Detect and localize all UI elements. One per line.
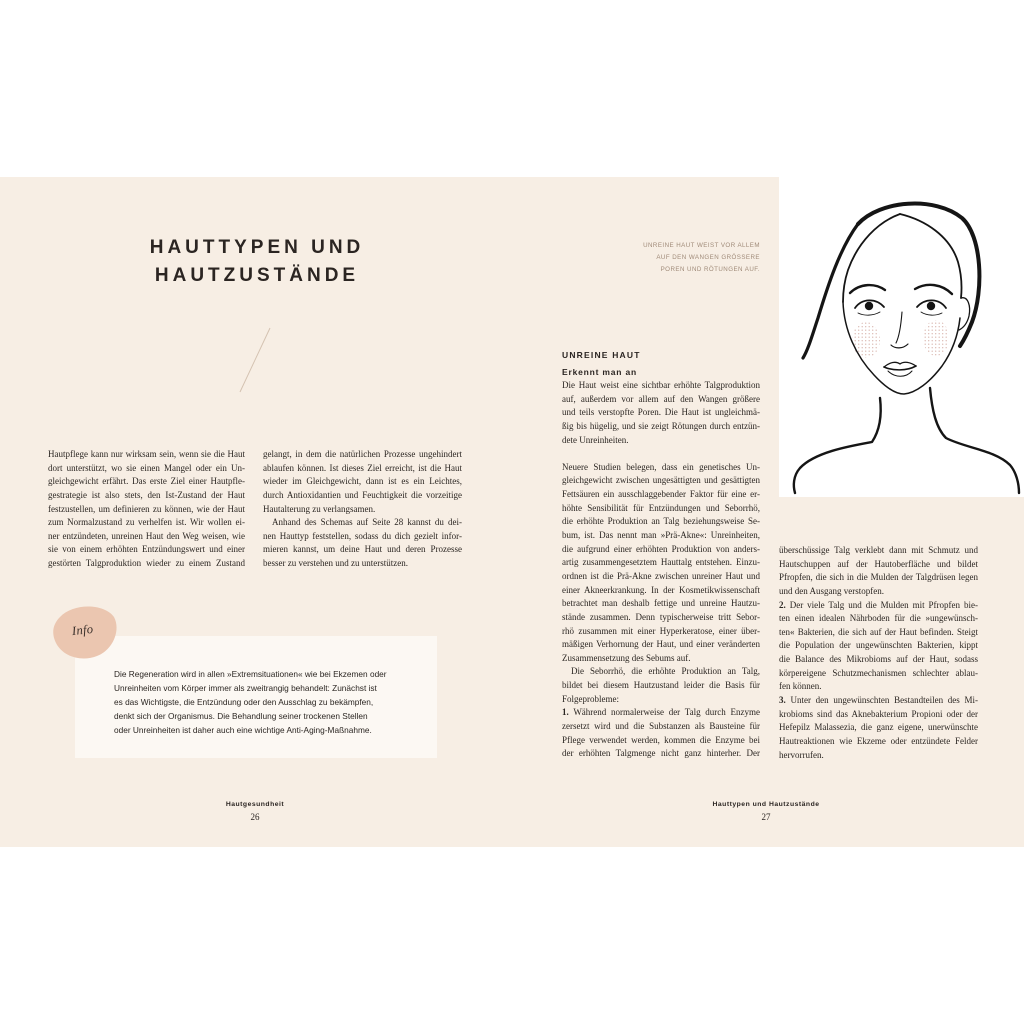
paragraph [263, 516, 462, 571]
text-line: Unreinheiten vom Körper immer als zweitrangig behandelt: Zunächst ist [114, 683, 377, 693]
illustration-caption [643, 240, 760, 276]
page-title [40, 234, 470, 290]
text-line: ten« Bakterien, die sich auf der Haut befinden. Steigt [779, 626, 978, 637]
running-head-right: Hauttypen und Hautzustände [712, 801, 820, 808]
page-number-left: 26 [250, 812, 260, 822]
text-line: nen Hauttyp feststellen, sodass du dich gezielt infor- [263, 530, 462, 541]
text-line: körpereigene Schutzmechanismen schlechter ablau- [779, 667, 978, 678]
info-box-text [114, 667, 387, 737]
text-line: stände zusammen. Denn typischerweise tritt Sebor- [562, 611, 760, 622]
text-line: Pflege verwendet werden, kommen die Enzyme bei [562, 734, 760, 745]
text-line: gleichgewicht zwischen ungesättigten und gesättigten [562, 475, 760, 486]
text-line: bum, ist. Das nennt man »Prä-Akne«: Unreinheiten, [562, 530, 760, 541]
text-line: Hefepilz Malassezia, die ganz eigene, unerwünschte [779, 722, 978, 733]
text-line-content: Während normalerweise der Talg durch Enzyme [573, 707, 760, 718]
text-line: ablaufen können. Ist dieses Ziel erreicht, ist die Haut [263, 462, 462, 473]
left-page-column-1 [48, 448, 245, 571]
paragraph [48, 448, 245, 571]
woman-face-line-drawing-icon [779, 177, 1024, 497]
paragraph [562, 665, 760, 706]
decorative-diagonal-line [230, 320, 280, 400]
list-item [779, 694, 978, 762]
text-line: Hautalterung zu verlangsamen. [263, 503, 376, 514]
text-line: ten einen idealen Nährboden für die »ungewünsch- [779, 613, 978, 624]
text-line: oder Unreinheiten ist daher auch eine wichtige Anti-Aging-Maßnahme. [114, 725, 372, 735]
list-number: 1. [562, 707, 569, 718]
paragraph [562, 379, 760, 447]
text-line: es das Wichtigste, die Entzündung oder den Ausschlag zu bekämpfen, [114, 697, 374, 707]
text-line: Die Regeneration wird in allen »Extremsituationen« wie bei Ekzemen oder [114, 669, 387, 679]
text-line: denkt sich der Organismus. Die Behandlung seiner trockenen Stellen [114, 711, 368, 721]
text-line: gelangt, in dem die natürlichen Prozesse ungehindert [263, 449, 462, 459]
text-line: dort unterstützt, wo sie einen Mangel oder ein Un- [48, 462, 245, 473]
left-page-column-2 [263, 448, 462, 571]
page-title-line-2: HAUTZUSTÄNDE [154, 265, 360, 286]
text-line: Die Haut weist eine sichtbar erhöhte Talgproduktion [562, 380, 760, 390]
text-line: einer Akneerkrankung. In der Kosmetikwissenschaft [562, 584, 760, 595]
text-line: bildet bei diesem Hautzustand leider die Basis für [562, 680, 760, 691]
text-line: Zusammensetzung des Sebums auf. [562, 652, 691, 663]
text-line: fen können. [779, 681, 822, 692]
text-line: ßig bis hügelig, und sie zeigt Rötungen durch entzün- [562, 420, 760, 431]
text-line: überschüssige Talg verklebt dann mit Schmutz und [779, 545, 978, 555]
text-line: durch Antioxidantien und Feuchtigkeit die vorzeitige [263, 489, 462, 500]
running-head-left: Hautgesundheit [225, 801, 285, 808]
text-line: ner entzündeten, unreinen Haut den Weg weisen, wie [48, 530, 245, 541]
text-line: gestörten Talgproduktion wieder zu einem Zustand [48, 558, 245, 569]
text-line: artig zusammengesetztem Hauttalg entstehen. Einzu- [562, 557, 760, 568]
text-line-content: Unter den ungewünschten Bestandteilen des Mi- [790, 695, 978, 706]
page-title-line-1: HAUTTYPEN UND [149, 237, 365, 258]
text-line: die aufgrund einer erhöhten Produktion von anders- [562, 543, 760, 554]
text-line [562, 706, 760, 720]
text-line [779, 694, 978, 708]
paragraph [263, 448, 462, 516]
text-line: festzustellen, um definieren zu können, wie der Haut [48, 503, 245, 514]
right-page-column-2 [779, 544, 978, 762]
paragraph [562, 461, 760, 666]
caption-line: UNREINE HAUT WEIST VOR ALLEM [643, 242, 760, 249]
text-line: höhte Sensibilität für Entzündungen und Seborrhö, [562, 502, 760, 513]
text-line: rhö zusammen mit einer Hyperkeratose, einer über- [562, 625, 760, 636]
text-line: mäßigen Verhornung der Haut, und einer veränderten [562, 639, 760, 650]
text-line: auf, außerdem vor allem auf den Wangen größere [562, 393, 760, 404]
text-line: dete Unreinheiten. [562, 434, 629, 445]
info-badge-label: Info [71, 621, 94, 639]
text-line: die erhöhte Produktion an Talg beziehungsweise Se- [562, 516, 760, 527]
paragraph [114, 667, 387, 737]
section-heading: UNREINE HAUT [562, 350, 641, 360]
text-line: betrachtet man deshalb fettige und unreine Hautzu- [562, 598, 760, 609]
page-number-right: 27 [761, 812, 771, 822]
text-line: sie von einem erhöhten Entzündungswert und einer [48, 544, 245, 555]
text-line: Anhand des Schemas auf Seite 28 kannst du dei- [272, 517, 462, 528]
right-page-column-1 [562, 379, 760, 761]
list-number: 2. [779, 599, 786, 610]
text-line: die Balance des Mikrobioms auf der Haut, sodass [779, 654, 978, 665]
text-line [779, 599, 978, 613]
illustration-area [779, 177, 1024, 497]
text-line: ordnen ist die Prä-Akne zwischen unreiner Haut und [562, 570, 760, 581]
text-line: zum Normalzustand zu verhelfen ist. Wir wollen ei- [48, 517, 245, 528]
text-line: Fettsäuren ein ausschlaggebender Faktor für eine er- [562, 489, 760, 500]
text-line: Neuere Studien belegen, dass ein genetisches Un- [562, 461, 760, 472]
text-line: Folgeprobleme: [562, 693, 619, 704]
caption-line: AUF DEN WANGEN GRÖSSERE [656, 254, 760, 261]
text-line-content: Der viele Talg und die Mulden mit Pfropfen bie- [789, 599, 978, 610]
text-line: besser zu verstehen und zu unterstützen. [263, 558, 408, 569]
caption-line: POREN UND RÖTUNGEN AUF. [660, 266, 760, 273]
text-line: Hautpflege kann nur wirksam sein, wenn sie die Haut [48, 449, 245, 459]
text-line: die Population der ungewünschten Bakterien, kippt [779, 640, 978, 651]
text-line: wieder im Gleichgewicht, dann ist es ein Leichtes, [263, 476, 462, 487]
text-line: zersetzt wird und die Substanzen als Bausteine für [562, 721, 760, 732]
text-line: hervorrufen. [779, 749, 824, 760]
paragraph [779, 544, 978, 599]
text-line: mieren kannst, um deine Haut und deren Prozesse [263, 544, 462, 555]
text-line: krobioms sind das Aknebakterium Propioni oder der [779, 708, 978, 719]
text-line: Pfropfen, die sich in die Mulden der Talgdrüsen legen [779, 572, 978, 583]
text-line: der erhöhten Talgmenge nicht ganz hinterher. Der [562, 748, 760, 759]
list-item [562, 706, 760, 761]
text-line: und teils verstopfte Poren. Die Haut ist ungleichmä- [562, 407, 760, 418]
list-item [779, 599, 978, 694]
text-line: gleichgewicht erfährt. Das erste Ziel einer Hautpfle- [48, 476, 245, 487]
subheading: Erkennt man an [562, 367, 637, 377]
text-line: Die Seborrhö, die erhöhte Produktion an Talg, [571, 666, 760, 677]
text-line: und den Ausgang verstopfen. [779, 585, 884, 596]
text-line: gestrategie ist also stets, den Ist-Zustand der Haut [48, 489, 245, 500]
text-line: Hautschuppen auf der Hautoberfläche und bildet [779, 558, 978, 569]
list-number: 3. [779, 695, 786, 706]
text-line: Hautreaktionen wie Ekzeme oder entzündete Felder [779, 735, 978, 746]
